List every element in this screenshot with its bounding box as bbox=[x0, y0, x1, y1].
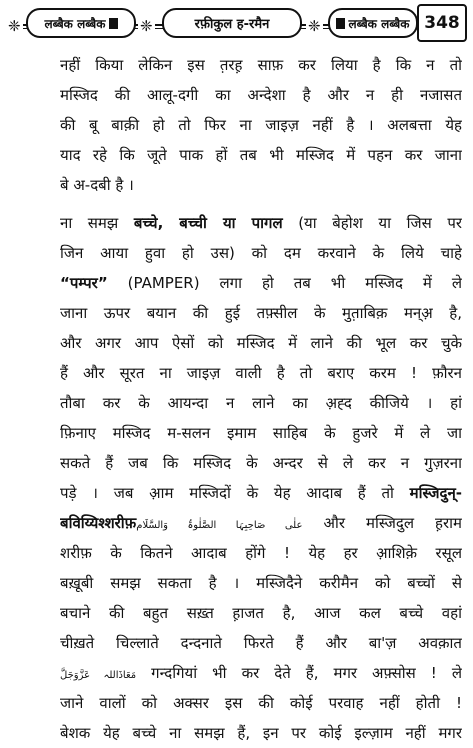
line-text: शरीफ़ के कितने आदाब होंगे ! येह हर आ़शिक़े रसूल bbox=[60, 544, 462, 562]
line-text: चीख़ते चिल्लाते दन्दनाते फिरते हैं और बा'ज़ अवक़ात bbox=[60, 634, 462, 652]
ornament-icon: ❈ bbox=[140, 17, 153, 35]
arabic-honorific: مَعَاذَاللہ عَزَّوَجَلَّ bbox=[60, 670, 137, 681]
page-number: 348 bbox=[417, 4, 467, 42]
text-line bbox=[60, 80, 462, 110]
page-header bbox=[6, 4, 467, 50]
line-text: और मस्जिदुल ह़राम bbox=[302, 514, 462, 532]
line-text: नहीं किया लेकिन इस त़रह़ साफ़ कर लिया है कि न तो bbox=[60, 56, 462, 74]
text-line bbox=[60, 328, 462, 358]
line-text: बेशक येह बच्चे ना समझ हैं, इन पर कोई इल्ज़ाम नहीं मगर bbox=[60, 724, 462, 742]
line-text: (PAMPER) लगा हो तब भी मस्जिद में ले bbox=[107, 274, 462, 292]
line-text: ना समझ bbox=[60, 214, 134, 232]
text-line bbox=[60, 238, 462, 268]
emphasis-text: बविय्यिश्शरीफ़ bbox=[60, 514, 137, 532]
text-line bbox=[60, 50, 462, 80]
line-text: पड़े । जब आ़म मस्जिदों के येह आदाब हैं तो bbox=[60, 484, 410, 502]
text-line bbox=[60, 508, 462, 538]
text-line bbox=[60, 598, 462, 628]
kaaba-icon bbox=[109, 18, 118, 29]
header-right-text: लब्बैक लब्बैक bbox=[348, 16, 410, 31]
emphasis-text: “पम्पर” bbox=[60, 274, 108, 292]
text-line bbox=[60, 718, 462, 748]
line-text: फ़िनाए मस्जिद म-सलन इमाम साहिब के हुजरे में ले जा bbox=[60, 424, 462, 442]
header-left-label bbox=[26, 8, 136, 38]
text-line bbox=[60, 688, 462, 718]
paragraph-gap bbox=[60, 200, 462, 208]
text-line bbox=[60, 208, 462, 238]
text-line bbox=[60, 140, 462, 170]
body-text bbox=[60, 50, 462, 748]
ornament-icon: ❈ bbox=[308, 17, 321, 35]
line-text: (या बेहोश या जिस पर bbox=[282, 214, 462, 232]
line-text: जाने वालों को अक्सर इस की कोई परवाह नहीं होती ! bbox=[60, 694, 462, 712]
text-line bbox=[60, 358, 462, 388]
page-title: रफ़ीकुल ह-रमैन bbox=[194, 17, 270, 32]
kaaba-icon bbox=[336, 18, 345, 29]
line-text: तौबा कर के आयन्दा न लाने का अ़ह्द कीजिये । हां bbox=[60, 394, 462, 412]
line-text: याद रहे कि जूते पाक हों तब भी मस्जिद में पहन कर जाना bbox=[60, 146, 462, 164]
line-text: मस्जिद की आलू-दगी का अन्देशा है और न ही नजासत bbox=[60, 86, 462, 104]
line-text: सकते हैं जब कि मस्जिद के अन्दर से ले कर न गुज़रना bbox=[60, 454, 462, 472]
header-title-box bbox=[162, 8, 302, 38]
text-line bbox=[60, 658, 462, 688]
line-text: की बू बाक़ी हो तो फिर ना जाइज़ नहीं है । अलबत्ता येह bbox=[60, 116, 462, 134]
line-text: बे अ-दबी है । bbox=[60, 176, 134, 194]
line-text: हैं और सूरत ना जाइज़ वाली है तो बराए करम ! फ़ौरन bbox=[60, 364, 462, 382]
text-line bbox=[60, 110, 462, 140]
text-line bbox=[60, 298, 462, 328]
text-line bbox=[60, 388, 462, 418]
line-text: और अगर आप ऐसों को मस्जिद में लाने की भूल कर चुके bbox=[60, 334, 462, 352]
header-left-text: लब्बैक लब्बैक bbox=[44, 16, 106, 31]
line-text: बख़ूबी समझ सकता है । मस्जिदैने करीमैन को बच्चों से bbox=[60, 574, 462, 592]
text-line bbox=[60, 448, 462, 478]
arabic-honorific: علٰی صَاحِبِہَا الصَّلٰوۃُ وَالسَّلَام bbox=[136, 520, 303, 531]
line-text: बचाने की बहुत सख़्त ह़ाजत है, आज कल बच्चे वहां bbox=[60, 604, 462, 622]
text-line bbox=[60, 538, 462, 568]
emphasis-text: बच्चे, बच्ची या पागल bbox=[133, 214, 283, 232]
text-line bbox=[60, 418, 462, 448]
header-right-label bbox=[328, 8, 418, 38]
emphasis-text: मस्जिदुन्- bbox=[409, 484, 462, 502]
text-line bbox=[60, 268, 462, 298]
text-line bbox=[60, 478, 462, 508]
line-text: जिन आया हुवा हो उस) को दम करवाने के लिये चाहे bbox=[60, 244, 462, 262]
text-line bbox=[60, 568, 462, 598]
line-text: गन्दगियां भी कर देते हैं, मगर अफ़्सोस ! ले bbox=[136, 664, 462, 682]
ornament-icon: ❈ bbox=[8, 17, 21, 35]
text-line bbox=[60, 170, 462, 200]
line-text: जाना ऊपर बयान की हुई तफ़्सील के मुत़ाबिक़ मन्अ़ है, bbox=[60, 304, 462, 322]
text-line bbox=[60, 628, 462, 658]
